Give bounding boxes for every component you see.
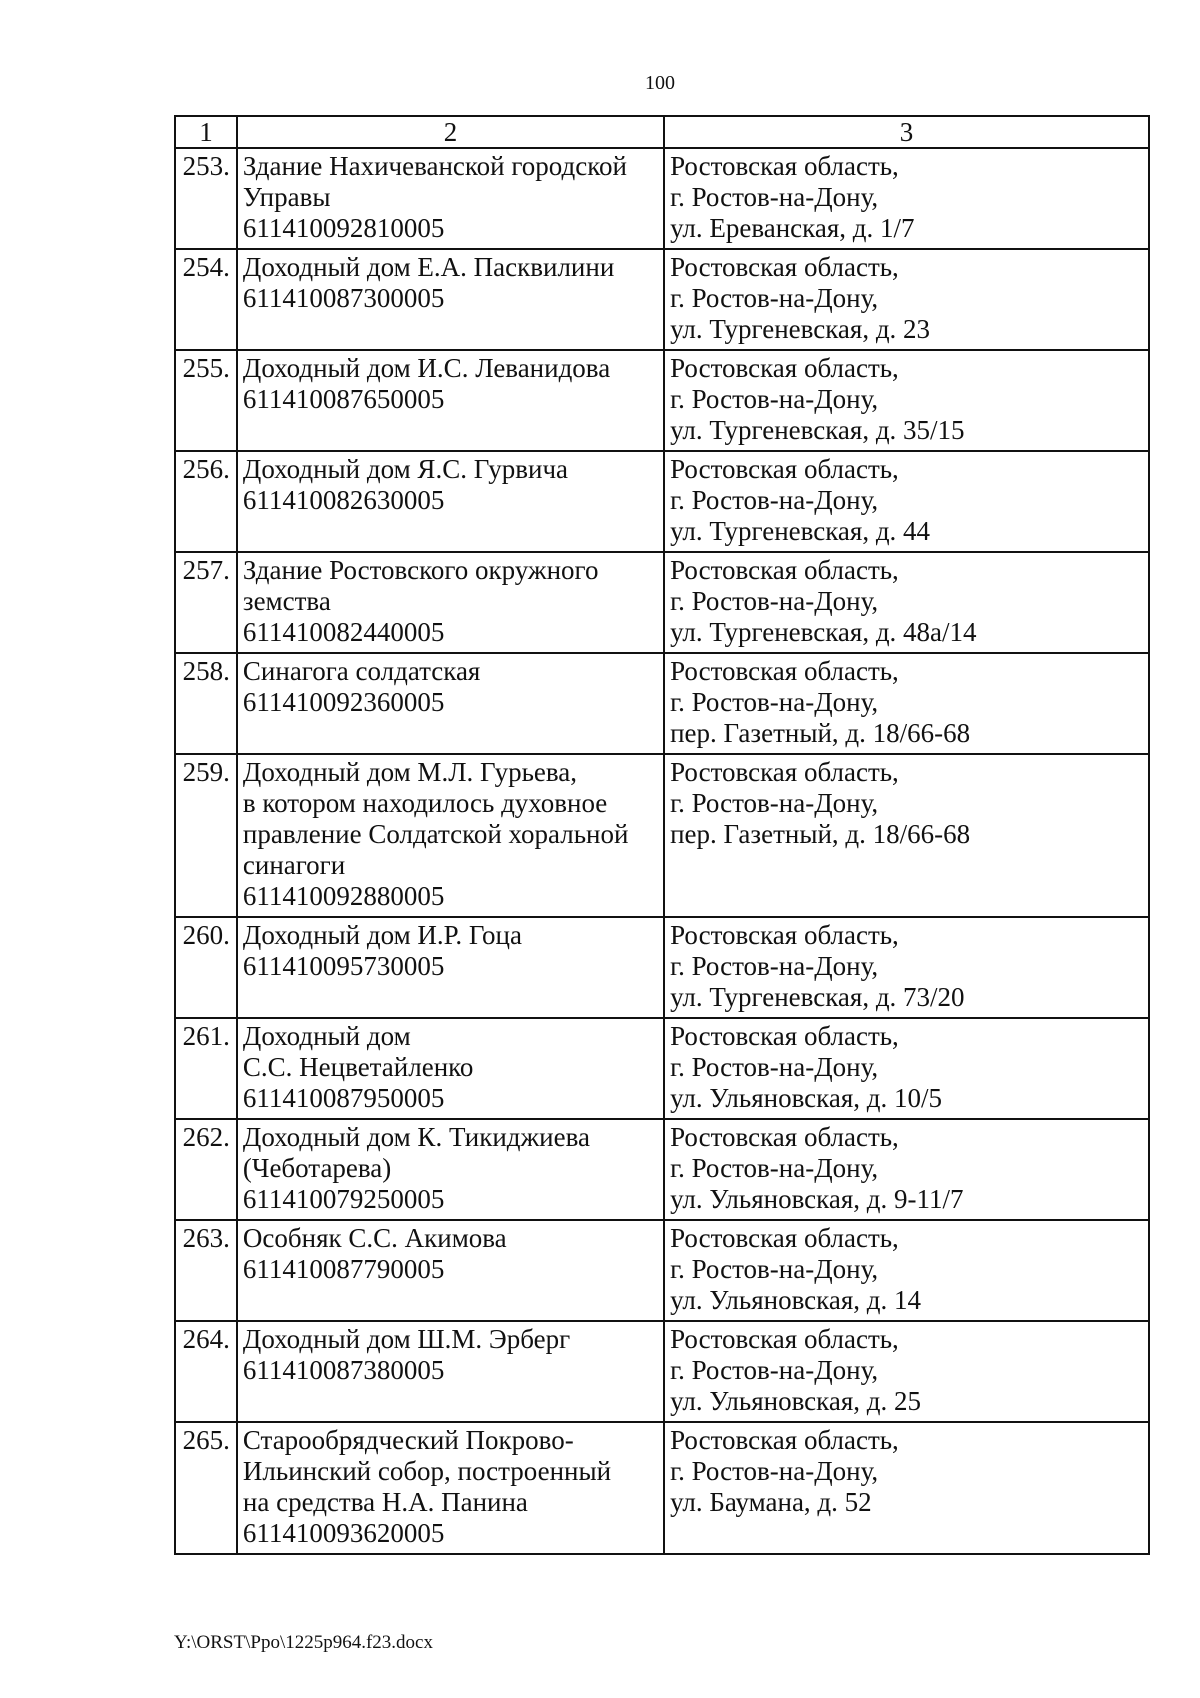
address-line: г. Ростов-на-Дону, [670, 1456, 879, 1486]
address-cell [664, 1220, 1149, 1321]
row-number: 263. [175, 1220, 237, 1321]
table-row [175, 754, 1149, 917]
row-number: 254. [175, 249, 237, 350]
object-name-line: 611410087380005 [242, 1355, 445, 1385]
address-line: Ростовская область, [670, 757, 899, 787]
address-line: ул. Ульяновская, д. 25 [670, 1386, 921, 1416]
address-cell [664, 754, 1149, 917]
object-name-line: Доходный дом Е.А. Пасквилини [242, 252, 615, 282]
row-number: 261. [175, 1018, 237, 1119]
object-name-line: 611410079250005 [242, 1184, 445, 1214]
object-name-line: Здание Нахичеванской городской [242, 151, 627, 181]
object-name-line: Доходный дом И.Р. Гоца [242, 920, 522, 950]
column-header-name: 2 [237, 116, 664, 148]
object-name-cell [237, 451, 664, 552]
address-line: пер. Газетный, д. 18/66-68 [670, 718, 971, 748]
address-cell [664, 552, 1149, 653]
address-cell [664, 1422, 1149, 1554]
object-name-line: 611410087300005 [242, 283, 445, 313]
address-line: г. Ростов-на-Дону, [670, 1153, 879, 1183]
address-cell [664, 350, 1149, 451]
heritage-objects-table [174, 115, 1150, 1555]
address-line: Ростовская область, [670, 656, 899, 686]
address-line: ул. Баумана, д. 52 [670, 1487, 872, 1517]
address-line: г. Ростов-на-Дону, [670, 1355, 879, 1385]
address-cell [664, 249, 1149, 350]
column-header-number: 1 [175, 116, 237, 148]
address-line: Ростовская область, [670, 920, 899, 950]
row-number: 253. [175, 148, 237, 249]
row-number: 265. [175, 1422, 237, 1554]
address-line: пер. Газетный, д. 18/66-68 [670, 819, 971, 849]
page-number: 100 [645, 72, 675, 94]
address-line: ул. Ульяновская, д. 14 [670, 1285, 921, 1315]
address-line: г. Ростов-на-Дону, [670, 182, 879, 212]
object-name-line: Управы [242, 182, 331, 212]
table-row [175, 1018, 1149, 1119]
object-name-cell [237, 1018, 664, 1119]
address-line: Ростовская область, [670, 1021, 899, 1051]
address-line: г. Ростов-на-Дону, [670, 687, 879, 717]
table-row [175, 451, 1149, 552]
address-cell [664, 1119, 1149, 1220]
object-name-cell [237, 917, 664, 1018]
table-row [175, 1119, 1149, 1220]
address-line: г. Ростов-на-Дону, [670, 788, 879, 818]
address-line: Ростовская область, [670, 353, 899, 383]
address-line: г. Ростов-на-Дону, [670, 951, 879, 981]
address-line: ул. Тургеневская, д. 44 [670, 516, 931, 546]
address-line: Ростовская область, [670, 1223, 899, 1253]
row-number: 262. [175, 1119, 237, 1220]
object-name-line: Доходный дом М.Л. Гурьева, [242, 757, 578, 787]
address-line: г. Ростов-на-Дону, [670, 1254, 879, 1284]
address-cell [664, 148, 1149, 249]
row-number: 259. [175, 754, 237, 917]
object-name-line: 611410087790005 [242, 1254, 445, 1284]
object-name-line: Особняк С.С. Акимова [242, 1223, 507, 1253]
row-number: 264. [175, 1321, 237, 1422]
object-name-line: Доходный дом К. Тикиджиева [242, 1122, 590, 1152]
row-number: 257. [175, 552, 237, 653]
row-number: 255. [175, 350, 237, 451]
address-line: г. Ростов-на-Дону, [670, 485, 879, 515]
address-line: Ростовская область, [670, 555, 899, 585]
address-line: г. Ростов-на-Дону, [670, 586, 879, 616]
table-row [175, 249, 1149, 350]
address-line: Ростовская область, [670, 1425, 899, 1455]
table-row [175, 653, 1149, 754]
table-body [175, 148, 1149, 1554]
object-name-cell [237, 754, 664, 917]
object-name-line: правление Солдатской хоральной [242, 819, 629, 849]
object-name-line: 611410092360005 [242, 687, 445, 717]
object-name-line: 611410082630005 [242, 485, 445, 515]
object-name-line: 611410082440005 [242, 617, 445, 647]
object-name-cell [237, 350, 664, 451]
object-name-line: 611410092810005 [242, 213, 445, 243]
row-number: 256. [175, 451, 237, 552]
address-line: ул. Ульяновская, д. 9-11/7 [670, 1184, 964, 1214]
object-name-cell [237, 148, 664, 249]
object-name-cell [237, 1422, 664, 1554]
object-name-line: синагоги [242, 850, 346, 880]
address-line: Ростовская область, [670, 1122, 899, 1152]
address-line: ул. Ереванская, д. 1/7 [670, 213, 915, 243]
address-cell [664, 451, 1149, 552]
object-name-line: 611410093620005 [242, 1518, 445, 1548]
table-row [175, 917, 1149, 1018]
address-line: ул. Ульяновская, д. 10/5 [670, 1083, 943, 1113]
object-name-line: (Чеботарева) [242, 1153, 392, 1183]
address-line: Ростовская область, [670, 454, 899, 484]
object-name-line: Здание Ростовского окружного [242, 555, 599, 585]
object-name-line: Доходный дом Ш.М. Эрберг [242, 1324, 571, 1354]
object-name-cell [237, 249, 664, 350]
address-line: ул. Тургеневская, д. 73/20 [670, 982, 965, 1012]
table-row [175, 552, 1149, 653]
address-line: ул. Тургеневская, д. 48а/14 [670, 617, 977, 647]
object-name-cell [237, 1220, 664, 1321]
address-line: ул. Тургеневская, д. 35/15 [670, 415, 965, 445]
object-name-line: Старообрядческий Покрово- [242, 1425, 574, 1455]
object-name-line: Доходный дом [242, 1021, 411, 1051]
object-name-cell [237, 653, 664, 754]
file-path-footer: Y:\ORST\Ppo\1225p964.f23.docx [174, 1632, 433, 1653]
address-line: г. Ростов-на-Дону, [670, 283, 879, 313]
object-name-line: 611410092880005 [242, 881, 445, 911]
object-name-line: 611410095730005 [242, 951, 445, 981]
address-line: Ростовская область, [670, 252, 899, 282]
table-header-row [175, 116, 1149, 148]
table-row [175, 350, 1149, 451]
object-name-line: Доходный дом Я.С. Гурвича [242, 454, 569, 484]
table-row [175, 1220, 1149, 1321]
object-name-cell [237, 552, 664, 653]
object-name-line: С.С. Нецветайленко [242, 1052, 474, 1082]
object-name-line: Ильинский собор, построенный [242, 1456, 612, 1486]
address-line: Ростовская область, [670, 1324, 899, 1354]
row-number: 260. [175, 917, 237, 1018]
object-name-line: Синагога солдатская [242, 656, 481, 686]
object-name-line: земства [242, 586, 331, 616]
address-line: г. Ростов-на-Дону, [670, 384, 879, 414]
row-number: 258. [175, 653, 237, 754]
column-header-address: 3 [664, 116, 1149, 148]
table-row [175, 148, 1149, 249]
address-cell [664, 1321, 1149, 1422]
object-name-line: 611410087650005 [242, 384, 445, 414]
address-line: г. Ростов-на-Дону, [670, 1052, 879, 1082]
address-cell [664, 1018, 1149, 1119]
object-name-line: на средства Н.А. Панина [242, 1487, 528, 1517]
address-cell [664, 653, 1149, 754]
table-row [175, 1422, 1149, 1554]
table-row [175, 1321, 1149, 1422]
object-name-line: Доходный дом И.С. Леванидова [242, 353, 611, 383]
address-line: Ростовская область, [670, 151, 899, 181]
object-name-cell [237, 1119, 664, 1220]
object-name-line: 611410087950005 [242, 1083, 445, 1113]
address-cell [664, 917, 1149, 1018]
address-line: ул. Тургеневская, д. 23 [670, 314, 931, 344]
object-name-cell [237, 1321, 664, 1422]
object-name-line: в котором находилось духовное [242, 788, 608, 818]
